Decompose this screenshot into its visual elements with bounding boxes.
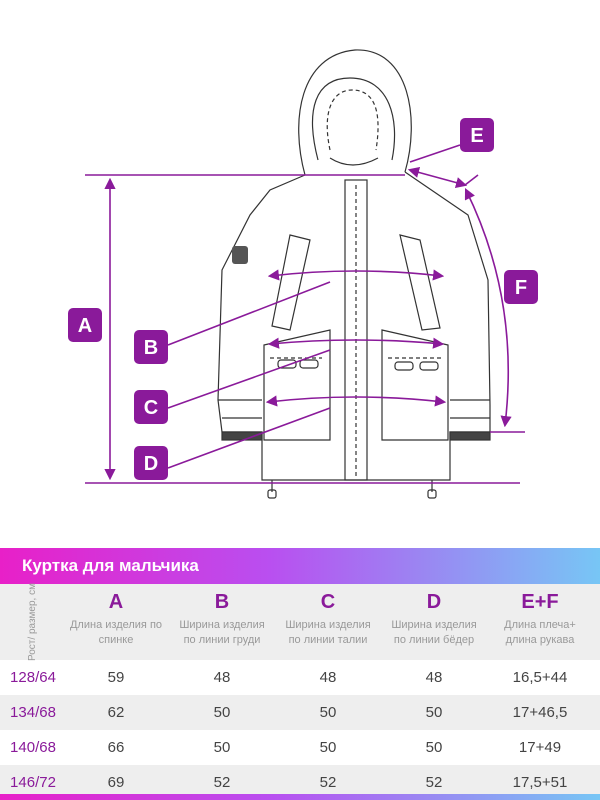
value-cell: 66	[107, 739, 125, 756]
label-e-tag	[460, 118, 494, 152]
jacket-outline-icon	[218, 50, 490, 498]
label-a-tag	[68, 308, 102, 342]
label-f-text: F	[514, 277, 528, 299]
value-cell: 17+49	[518, 739, 562, 756]
column-header-c: C Ширина изделия по линии талии	[285, 591, 371, 646]
value-cell: 17+46,5	[512, 704, 568, 721]
column-header-d: D Ширина изделия по линии бёдер	[391, 591, 477, 646]
label-b-text: B	[143, 337, 159, 359]
value-cell: 50	[425, 739, 443, 756]
label-f-tag	[504, 270, 538, 304]
table-row	[0, 695, 600, 730]
value-cell: 62	[107, 704, 125, 721]
value-cell: 50	[425, 704, 443, 721]
label-d-text: D	[143, 453, 159, 475]
value-cell: 48	[213, 669, 231, 686]
label-c-text: C	[143, 397, 159, 419]
value-cell: 16,5+44	[512, 669, 568, 686]
label-b-tag	[134, 330, 168, 364]
table-header-row	[0, 584, 600, 660]
size-cell: 146/72	[10, 774, 56, 791]
value-cell: 17,5+51	[512, 774, 568, 791]
size-cell: 140/68	[10, 739, 56, 756]
value-cell: 69	[107, 774, 125, 791]
table-title-banner	[0, 548, 600, 584]
label-e-text: E	[470, 125, 484, 147]
size-column-header: Рост/ размер, см	[27, 583, 38, 661]
label-a-text: A	[77, 315, 93, 337]
size-cell: 128/64	[10, 669, 56, 686]
size-cell: 134/68	[10, 704, 56, 721]
value-cell: 52	[319, 774, 337, 791]
column-header-e-f: E+F Длина плеча+ длина рукава	[504, 591, 576, 646]
value-cell: 48	[319, 669, 337, 686]
bottom-gradient-bar	[0, 794, 600, 800]
value-cell: 50	[319, 739, 337, 756]
value-cell: 50	[213, 739, 231, 756]
value-cell: 52	[213, 774, 231, 791]
column-header-b: B Ширина изделия по линии груди	[179, 591, 265, 646]
value-cell: 50	[213, 704, 231, 721]
table-row	[0, 660, 600, 695]
table-row	[0, 730, 600, 765]
column-header-a: A Длина изделия по спинке	[69, 591, 163, 646]
table-title: Куртка для мальчика	[22, 556, 199, 575]
sleeve-badge-icon	[232, 246, 248, 264]
value-cell: 52	[425, 774, 443, 791]
value-cell: 48	[425, 669, 443, 686]
value-cell: 50	[319, 704, 337, 721]
value-cell: 59	[107, 669, 125, 686]
label-c-tag	[134, 390, 168, 424]
label-d-tag	[134, 446, 168, 480]
